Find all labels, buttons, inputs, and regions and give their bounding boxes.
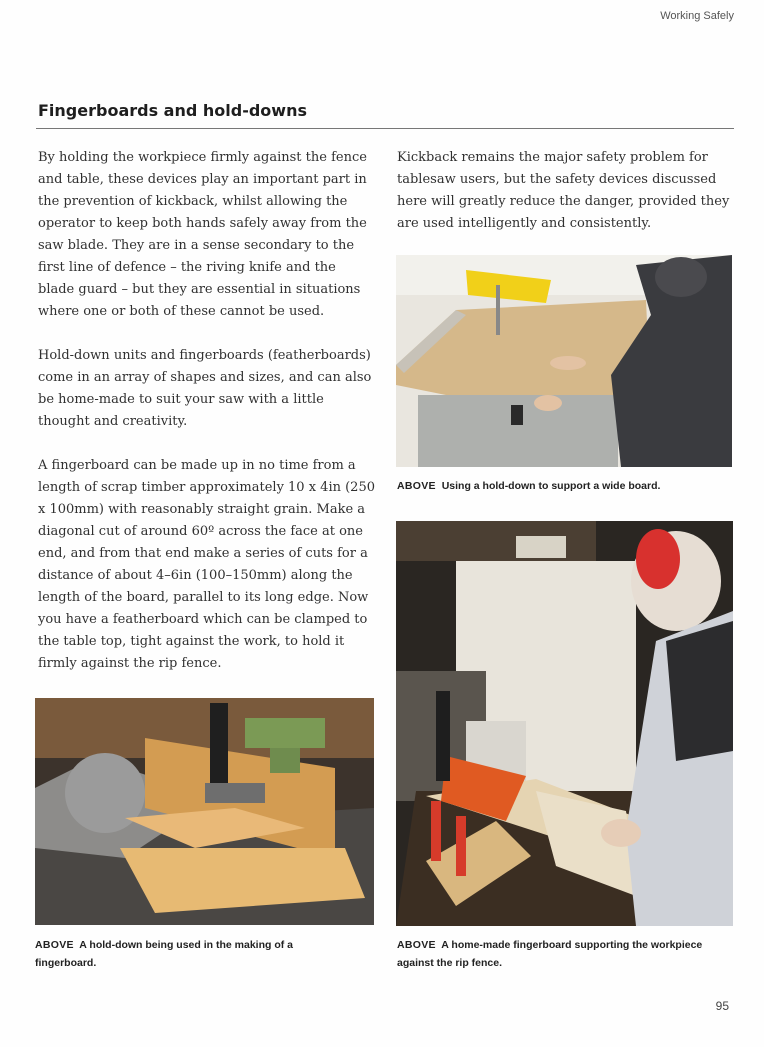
section-title: Fingerboards and hold-downs [38, 101, 307, 120]
caption-lead: ABOVE [397, 939, 436, 951]
paragraph: By holding the workpiece firmly against the fence and table, these devices play an important part in the prevention of kickback, whilst allowing the operator to keep both hands safely away from the saw blade. They are in a sense secondary to the first line of defence – the riving knife and the blade guard – but they are essential in situations where one or both of these cannot be used. [38, 150, 367, 319]
fingerboard-caption [397, 936, 733, 972]
caption-text: Using a hold-down to support a wide board. [441, 480, 661, 492]
paragraph: Hold-down units and fingerboards (featherboards) come in an array of shapes and sizes, and can also be home-made to suit your saw with a little thought and creativity. [38, 348, 372, 429]
title-rule [36, 128, 734, 129]
left-column [38, 147, 376, 697]
fingerboard-photo [396, 521, 733, 926]
hold-down-photo [35, 698, 374, 925]
caption-text: A hold-down being used in the making of a fingerboard. [35, 939, 293, 969]
caption-text: A home-made fingerboard supporting the workpiece against the rip fence. [397, 939, 703, 969]
running-head: Working Safely [660, 10, 734, 22]
page-number: 95 [715, 999, 729, 1013]
right-column [397, 147, 733, 235]
wide-board-caption [397, 477, 733, 495]
hold-down-caption [35, 936, 335, 972]
paragraph: A fingerboard can be made up in no time from a length of scrap timber approximately 10 x 4in (250 x 100mm) with reasonably straight grain. Make a diagonal cut of around 60º across the face at one end, and from that end make a series of cuts for a distance of about 4–6in (100–150mm) along the length of the board, parallel to its long edge. Now you have a featherboard which can be clamped to the table top, tight against the work, to hold it firmly against the rip fence. [38, 458, 375, 671]
caption-lead: ABOVE [397, 480, 436, 492]
caption-lead: ABOVE [35, 939, 74, 951]
paragraph: Kickback remains the major safety problem for tablesaw users, but the safety devices discussed here will greatly reduce the danger, provided they are used intelligently and consistently. [397, 150, 730, 231]
wide-board-photo [396, 255, 732, 467]
